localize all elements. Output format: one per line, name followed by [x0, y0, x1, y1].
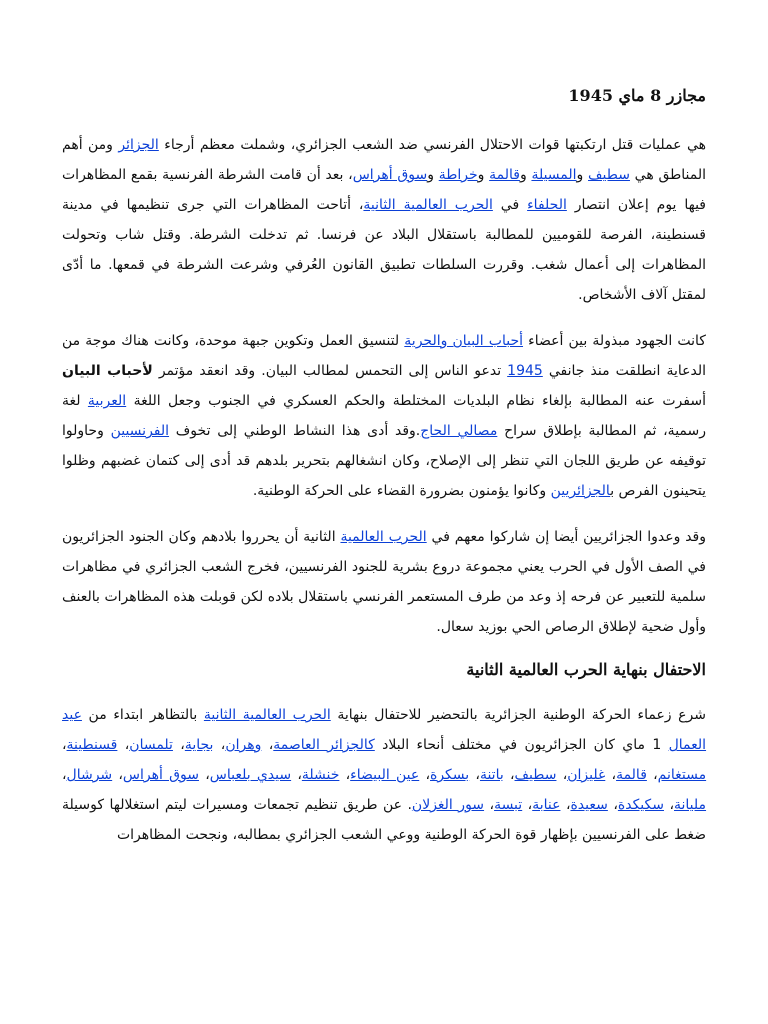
- wiki-link[interactable]: الحرب العالمية الثانية: [203, 707, 331, 723]
- text-run: ،: [261, 737, 274, 753]
- wiki-link[interactable]: العربية: [87, 393, 127, 409]
- wiki-link[interactable]: مستغانم: [657, 767, 707, 783]
- bold-text: لأحباب البيان: [62, 363, 153, 379]
- wiki-link[interactable]: سطيف: [588, 167, 630, 183]
- wiki-link[interactable]: بسكرة: [430, 767, 470, 783]
- wiki-link[interactable]: المسيلة: [531, 167, 577, 183]
- text-run: و: [477, 167, 490, 183]
- wiki-link[interactable]: سوق أهراس: [122, 767, 199, 783]
- text-run: ،: [198, 767, 210, 783]
- text-run: أسفرت عنه المطالبة بإلغاء نظام البلديات المختلطة والحكم العسكري في الجنوب وجعل اللغة: [126, 393, 706, 409]
- wiki-link[interactable]: قالمة: [489, 167, 520, 183]
- wiki-link[interactable]: الحرب العالمية: [340, 529, 427, 545]
- text-run: ،: [664, 797, 675, 813]
- wiki-link[interactable]: شرشال: [66, 767, 113, 783]
- wiki-link[interactable]: خنشلة: [301, 767, 340, 783]
- text-run: ومن أهم المناطق هي: [62, 137, 707, 183]
- text-run: وحاولوا توقيفه عن طريق اللجان التي تنظر إلى الإصلاح، وكان انشغالهم بتحرير بلدهم قد أدى إلى كتمان غضبهم وظلوا يتحينون الفرص ب: [62, 423, 706, 499]
- wiki-link[interactable]: خراطة: [438, 167, 478, 183]
- text-run: و: [519, 167, 532, 183]
- text-run: ،: [117, 737, 130, 753]
- wiki-link[interactable]: الحرب العالمية الثانية: [363, 197, 493, 213]
- wiki-link[interactable]: عنابة: [532, 797, 561, 813]
- wiki-link[interactable]: كالجزائر العاصمة: [273, 737, 375, 753]
- text-run: كانت الجهود مبذولة بين أعضاء: [523, 333, 706, 349]
- wiki-link[interactable]: قسنطينة: [66, 737, 118, 753]
- text-run: ،: [484, 797, 495, 813]
- text-run: ،: [172, 737, 185, 753]
- text-run: 1 ماي كان الجزائريون في مختلف أنحاء البلاد: [374, 737, 669, 753]
- wiki-link[interactable]: عيد العمال: [62, 707, 707, 753]
- text-run: هي عمليات قتل ارتكبتها قوات الاحتلال الفرنسي ضد الشعب الجزائري، وشملت معظم أرجاء: [158, 137, 706, 153]
- text-run: ،: [646, 767, 658, 783]
- text-run: وقد وعدوا الجزائريين أيضا إن شاركوا معهم في: [426, 529, 707, 545]
- text-run: بالتظاهر ابتداء من: [81, 707, 204, 723]
- paragraph-celebration: [62, 700, 706, 850]
- wiki-link[interactable]: الجزائر: [118, 137, 159, 153]
- text-run: ،: [213, 737, 226, 753]
- wiki-link[interactable]: سكيكدة: [617, 797, 664, 813]
- text-run: ،: [607, 797, 618, 813]
- wiki-link[interactable]: سعيدة: [570, 797, 608, 813]
- text-run: ،: [419, 767, 430, 783]
- wiki-link[interactable]: سطيف: [514, 767, 557, 783]
- text-run: وكانوا يؤمنون بضرورة القضاء على الحركة الوطنية.: [252, 483, 551, 499]
- wiki-link[interactable]: سور الغزلان: [411, 797, 485, 813]
- text-run: و: [427, 167, 439, 183]
- text-run: ،: [469, 767, 480, 783]
- wiki-link[interactable]: 1945: [507, 363, 543, 379]
- wiki-link[interactable]: الحلفاء: [527, 197, 567, 213]
- paragraph-intro: [62, 130, 706, 310]
- wiki-link[interactable]: مصالي الحاج: [420, 423, 498, 439]
- text-run: .وقد أدى هذا النشاط الوطني إلى تخوف: [169, 423, 421, 439]
- text-run: ،: [560, 797, 571, 813]
- wiki-link[interactable]: قالمة: [616, 767, 647, 783]
- paragraph-promises: [62, 522, 706, 642]
- wiki-link[interactable]: تلمسان: [129, 737, 173, 753]
- text-run: ،: [291, 767, 302, 783]
- text-run: ،: [556, 767, 568, 783]
- text-run: لتنسيق العمل وتكوين جبهة موحدة، وكانت هناك موجة من الدعاية انطلقت منذ جانفي: [62, 333, 707, 379]
- text-run: ،: [112, 767, 123, 783]
- wiki-link[interactable]: بجاية: [184, 737, 214, 753]
- wiki-link[interactable]: سيدي بلعباس: [209, 767, 292, 783]
- wiki-link[interactable]: الفرنسيين: [110, 423, 170, 439]
- text-run: ، أتاحت المظاهرات التي جرى تنظيمها في مدينة قسنطينة، الفرصة للقوميين للمطالبة باستقلال البلاد عن فرنسا. ثم تدخلت الشرطة. وقتل شاب وتحولت المظاهرات إلى أعمال شغب. وقررت السلطات تطبيق القانون العُرفي وشرعت الشرطة في قمعها. ما أدّى لمقتل آلاف الأشخاص.: [62, 197, 706, 303]
- text-run: شرع زعماء الحركة الوطنية الجزائرية بالتحضير للاحتفال بنهاية: [330, 707, 706, 723]
- text-run: و: [576, 167, 589, 183]
- wiki-link[interactable]: وهران: [225, 737, 262, 753]
- text-run: ،: [62, 767, 67, 783]
- text-run: ،: [503, 767, 515, 783]
- text-run: ،: [339, 767, 351, 783]
- wiki-link[interactable]: باتنة: [479, 767, 504, 783]
- wiki-link[interactable]: غليزان: [567, 767, 606, 783]
- wiki-link[interactable]: الجزائريين: [550, 483, 611, 499]
- text-run: الثانية أن يحرروا بلادهم وكان الجنود الجزائريون في الصف الأول في الحرب يعني مجموعة دروع بشرية للجنود الفرنسيين، فخرج الشعب الجزائري في مظاهرات سلمية للتعبير عن فرحه إذ وعد من طرف المستعمر الفرنسي باستقلال بلاده لكن قوبلت هذه المظاهرات بالعنف وأول ضحية لإطلاق الرصاص الحي بوزيد سعال.: [62, 529, 706, 635]
- text-run: لغة رسمية، ثم المطالبة بإطلاق سراح: [62, 393, 706, 439]
- paragraph-efforts: [62, 326, 706, 506]
- wiki-link[interactable]: سوق أهراس: [352, 167, 428, 183]
- wiki-link[interactable]: عين البيضاء: [350, 767, 420, 783]
- text-run: . عن طريق تنظيم تجمعات ومسيرات ليتم استغلالها كوسيلة ضغط على الفرنسيين بإظهار قوة الحركة الوطنية ووعي الشعب الجزائري بمطالبه، ونجحت المظاهرات: [62, 797, 706, 843]
- section-heading-massacres: مجازر 8 ماي 1945: [568, 86, 706, 105]
- section-heading-celebration: الاحتفال بنهاية الحرب العالمية الثانية: [466, 660, 706, 679]
- text-run: ،: [522, 797, 533, 813]
- wiki-link[interactable]: أحباب البيان والحرية: [404, 333, 524, 349]
- text-run: ،: [62, 737, 67, 753]
- text-run: ،: [605, 767, 617, 783]
- text-run: ، بعد أن قامت الشرطة الفرنسية بقمع المظاهرات فيها يوم إعلان انتصار: [62, 167, 707, 213]
- text-run: في: [492, 197, 528, 213]
- text-run: تدعو الناس إلى التحمس لمطالب البيان. وقد انعقد مؤتمر: [152, 363, 508, 379]
- wiki-link[interactable]: مليانة: [674, 797, 707, 813]
- wiki-link[interactable]: تبسة: [494, 797, 523, 813]
